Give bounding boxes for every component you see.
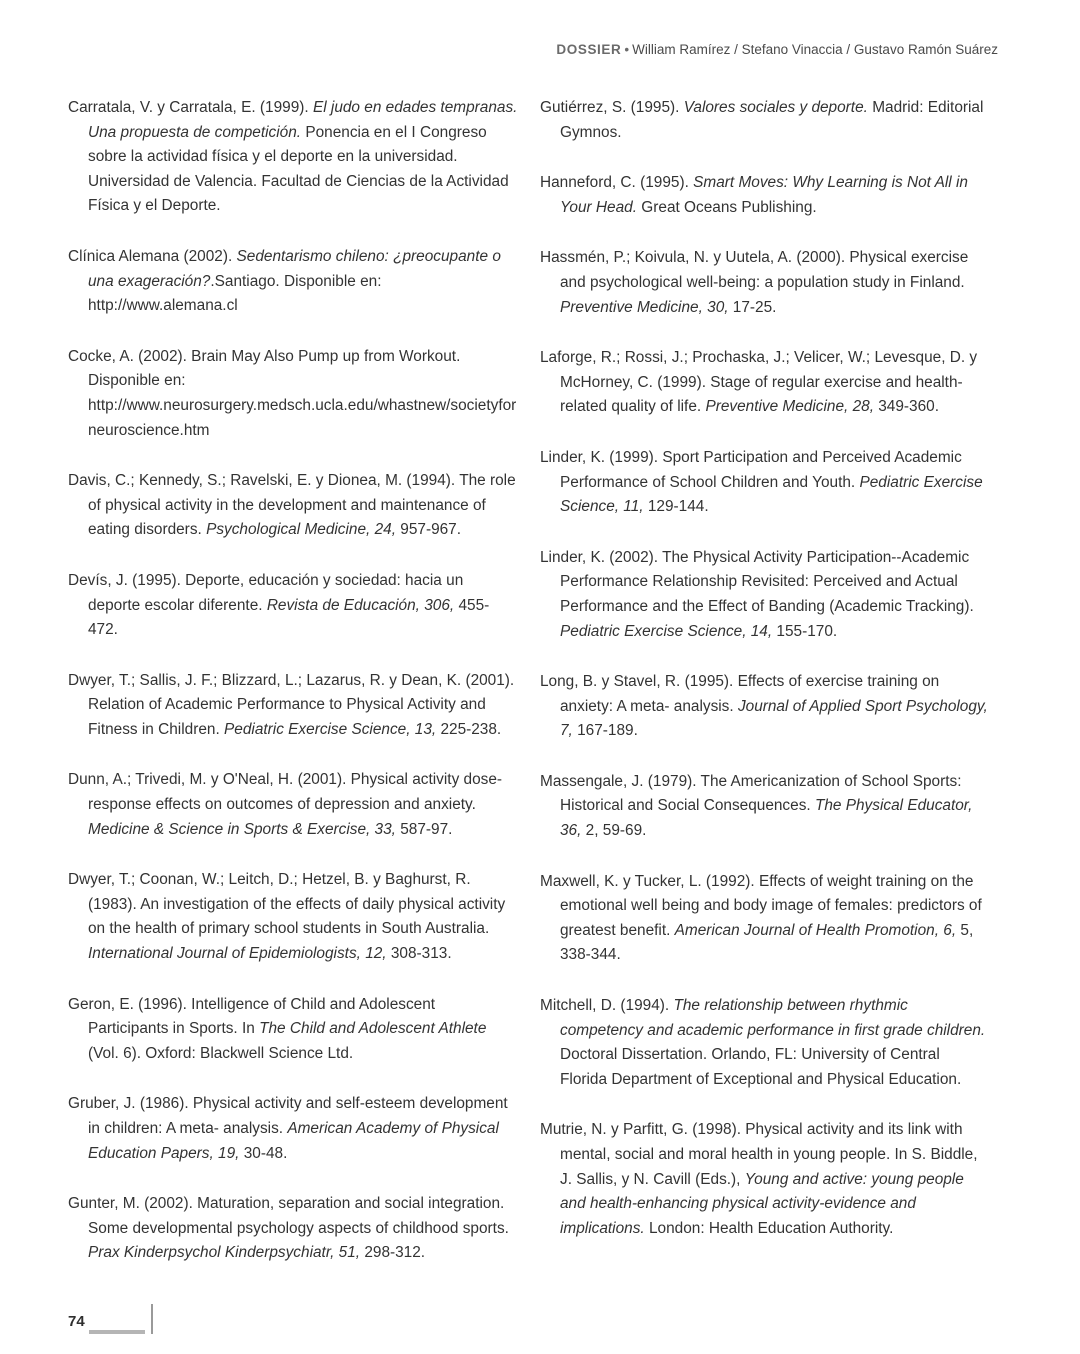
bibliography-entry: Dwyer, T.; Coonan, W.; Leitch, D.; Hetzel, B. y Baghurst, R. (1983). An investigation of the effects of daily physical activity on the health of primary school students in South Australia. International Journal of Epidemiologists, 12, 308-313.: [68, 871, 506, 963]
bibliography-entry: Hassmén, P.; Koivula, N. y Uutela, A. (2000). Physical exercise and psychological well-being: a population study in Finland. Preventive Medicine, 30, 17-25.: [540, 249, 969, 316]
bibliography-entry: Clínica Alemana (2002). Sedentarismo chileno: ¿preocupante o una exageración?.Santiago. Disponible en: http://www.alemana.cl: [68, 247, 501, 315]
bibliography-entry: Linder, K. (2002). The Physical Activity Participation--Academic Performance Relationship Revisited: Perceived and Actual Performance and the Effect of Banding (Academic Tracking). Pediatric Exercise Science, 14, 155-170.: [540, 548, 974, 640]
bibliography-entry: Davis, C.; Kennedy, S.; Ravelski, E. y Dionea, M. (1994). The role of physical activity in the development and maintenance of eating disorders. Psychological Medicine, 24, 957-967.: [68, 472, 516, 539]
page-number: 74: [68, 1313, 85, 1330]
bibliography-entry: Long, B. y Stavel, R. (1995). Effects of exercise training on anxiety: A meta- analysis. Journal of Applied Sport Psychology, 7, 167-189.: [540, 673, 988, 740]
bibliography-entry: Maxwell, K. y Tucker, L. (1992). Effects of weight training on the emotional well being and body image of females: predictors of greatest benefit. American Journal of Health Promotion, 6, 5, 338-344.: [540, 872, 982, 964]
header-section-label: DOSSIER: [556, 42, 622, 57]
bibliography-entry: Gunter, M. (2002). Maturation, separation and social integration. Some developmental psychology aspects of childhood sports. Prax Kinderpsychol Kinderpsychiatr, 51, 298-312.: [68, 1195, 509, 1262]
bibliography-entry: Devís, J. (1995). Deporte, educación y sociedad: hacia un deporte escolar diferente. Revista de Educación, 306, 455-472.: [68, 571, 490, 639]
bibliography-entry: Mutrie, N. y Parfitt, G. (1998). Physical activity and its link with mental, social and moral health in young people. In S. Biddle, J. Sallis, y N. Cavill (Eds.), Young and active: young people and health-enhancing physical activity-evidence and implications. London: Health Education Authority.: [540, 1121, 978, 1237]
header-separator-bullet: •: [624, 42, 630, 57]
bibliography-column-left: [68, 96, 518, 1266]
page-folio: [68, 1304, 153, 1334]
bibliography-entry: Dunn, A.; Trivedi, M. y O'Neal, H. (2001). Physical activity dose-response effects on outcomes of depression and anxiety. Medicine & Science in Sports & Exercise, 33, 587-97.: [68, 771, 503, 838]
bibliography-columns: [68, 96, 1012, 1266]
bibliography-column-right: [540, 96, 990, 1241]
folio-rule: [89, 1330, 145, 1334]
header-authors: William Ramírez / Stefano Vinaccia / Gustavo Ramón Suárez: [632, 42, 998, 57]
bibliography-entry: Linder, K. (1999). Sport Participation and Perceived Academic Performance of School Children and Youth. Pediatric Exercise Science, 11, 129-144.: [540, 448, 983, 516]
bibliography-entry: Gutiérrez, S. (1995). Valores sociales y deporte. Madrid: Editorial Gymnos.: [540, 99, 984, 141]
bibliography-entry: Gruber, J. (1986). Physical activity and self-esteem development in children: A meta- analysis. American Academy of Physical Education Papers, 19, 30-48.: [68, 1095, 508, 1162]
bibliography-entry: Mitchell, D. (1994). The relationship between rhythmic competency and academic performance in first grade children. Doctoral Dissertation. Orlando, FL: University of Central Florida Department of Exceptional and Physical Education.: [540, 997, 986, 1088]
running-header: [82, 42, 998, 58]
bibliography-entry: Cocke, A. (2002). Brain May Also Pump up from Workout. Disponible en: http://www.neurosurgery.medsch.ucla.edu/whastnew/societyforneuroscience.htm: [68, 347, 517, 439]
bibliography-entry: Carratala, V. y Carratala, E. (1999). El judo en edades tempranas. Una propuesta de competición. Ponencia en el I Congreso sobre la actividad física y el deporte en la universidad. Universidad de Valencia. Facultad de Ciencias de la Actividad Física y el Deporte.: [68, 99, 518, 215]
bibliography-entry: Dwyer, T.; Sallis, J. F.; Blizzard, L.; Lazarus, R. y Dean, K. (2001). Relation of Academic Performance to Physical Activity and Fitness in Children. Pediatric Exercise Science, 13, 225-238.: [68, 671, 515, 738]
bibliography-entry: Massengale, J. (1979). The Americanization of School Sports: Historical and Social Consequences. The Physical Educator, 36, 2, 59-69.: [540, 772, 973, 840]
folio-tick-mark: [151, 1304, 153, 1334]
bibliography-entry: Geron, E. (1996). Intelligence of Child and Adolescent Participants in Sports. In The Child and Adolescent Athlete (Vol. 6). Oxford: Blackwell Science Ltd.: [68, 995, 487, 1062]
bibliography-entry: Hanneford, C. (1995). Smart Moves: Why Learning is Not All in Your Head. Great Oceans Publishing.: [540, 174, 968, 216]
bibliography-entry: Laforge, R.; Rossi, J.; Prochaska, J.; Velicer, W.; Levesque, D. y McHorney, C. (1999). Stage of regular exercise and health-related quality of life. Preventive Medicine, 28, 349-360.: [540, 349, 978, 416]
